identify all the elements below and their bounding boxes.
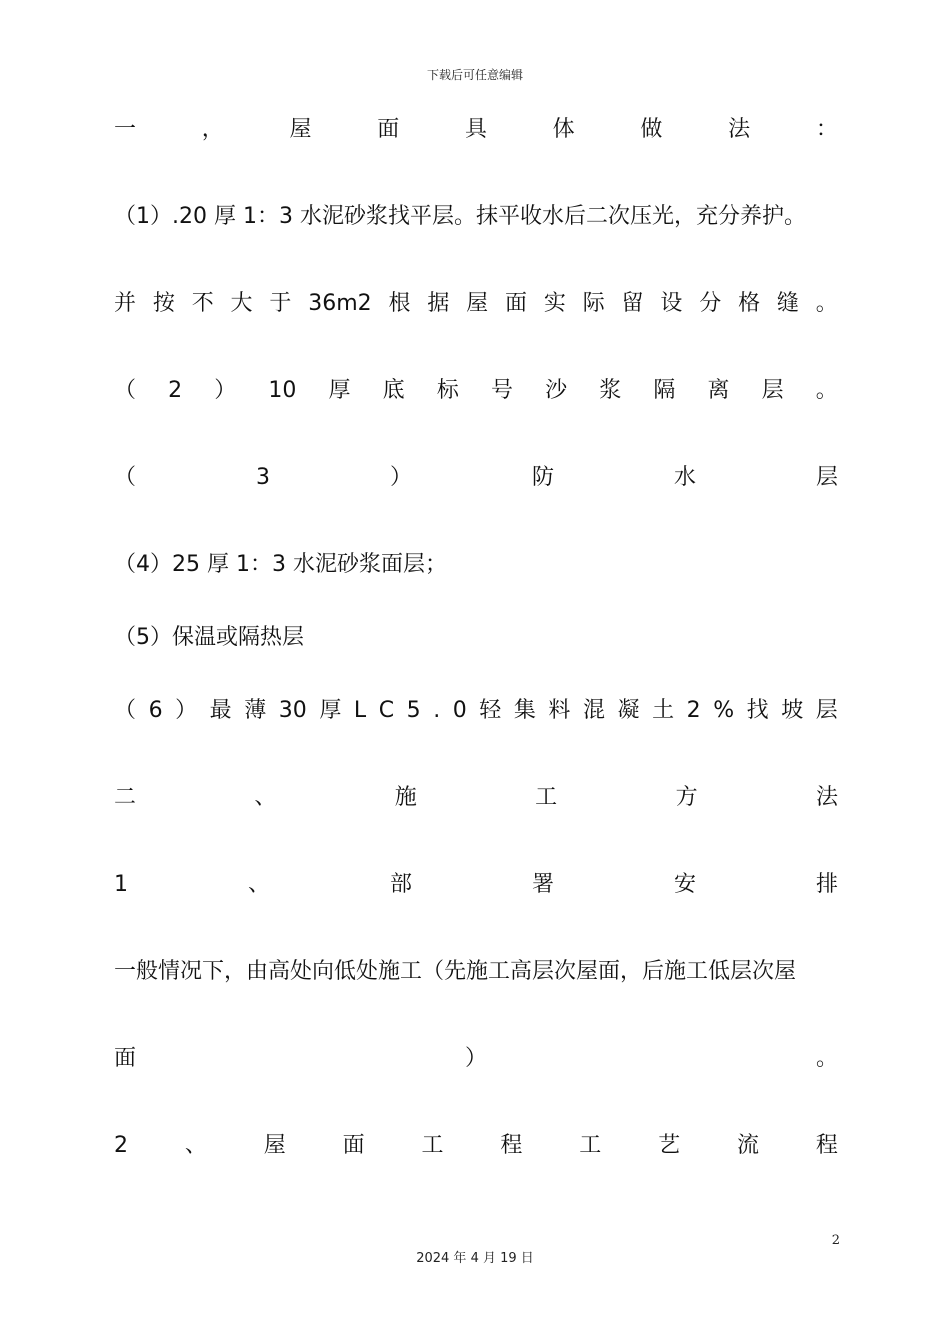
- text-token: 工: [421, 1133, 444, 1158]
- text-token: 隔: [653, 378, 676, 403]
- text-token: 沙: [545, 378, 568, 403]
- text-token: 施: [394, 785, 417, 810]
- text-token: 做: [640, 117, 663, 142]
- text-token: 厚: [328, 378, 351, 403]
- paragraph-text: 一般情况下，由高处向低处施工（先施工高层次屋面，后施工低层次屋: [114, 959, 797, 984]
- sub-heading-process-flow: [114, 1132, 838, 1160]
- text-token: 程: [500, 1133, 523, 1158]
- text-token: 。: [815, 291, 838, 316]
- text-token: 根: [388, 291, 411, 316]
- text-token: 面: [342, 1133, 365, 1158]
- text-token: 面: [377, 117, 400, 142]
- text-token: 留: [621, 291, 644, 316]
- text-token: 据: [427, 291, 450, 316]
- text-token: 厚: [319, 698, 342, 723]
- text-token: 方: [675, 785, 698, 810]
- text-token: 防: [531, 465, 554, 490]
- text-token: 工: [535, 785, 558, 810]
- text-token: 凝: [617, 698, 640, 723]
- text-token: 设: [660, 291, 683, 316]
- text-token: 30: [278, 698, 307, 723]
- text-token: 工: [579, 1133, 602, 1158]
- item-6-line: [114, 697, 838, 725]
- heading-roof-method: [114, 116, 838, 144]
- text-token: 水: [673, 465, 696, 490]
- text-token: .: [433, 698, 441, 723]
- text-token: 不: [191, 291, 214, 316]
- text-token: （: [114, 378, 137, 403]
- text-token: 体: [552, 117, 575, 142]
- text-token: 一: [114, 117, 137, 142]
- item-4-text: （4）25 厚 1：3 水泥砂浆面层；: [114, 552, 447, 577]
- text-token: 2: [114, 1133, 128, 1158]
- text-token: ）: [175, 698, 198, 723]
- item-3-line: [114, 464, 838, 492]
- text-token: 面: [114, 1046, 137, 1071]
- text-token: 0: [452, 698, 467, 723]
- text-token: 程: [815, 1133, 838, 1158]
- text-token: 、: [247, 872, 270, 897]
- paragraph-line: [114, 958, 838, 986]
- text-token: 法: [815, 785, 838, 810]
- text-token: 屋: [289, 117, 312, 142]
- text-token: C: [378, 698, 395, 723]
- text-token: 、: [184, 1133, 207, 1158]
- text-token: 格: [738, 291, 761, 316]
- text-token: 底: [382, 378, 405, 403]
- text-token: ：: [815, 117, 838, 142]
- text-token: %: [713, 698, 735, 723]
- text-token: 标: [436, 378, 459, 403]
- text-token: 署: [531, 872, 554, 897]
- text-token: 具: [464, 117, 487, 142]
- text-token: 找: [746, 698, 769, 723]
- item-4-line: [114, 551, 838, 579]
- text-token: 于: [269, 291, 292, 316]
- text-token: 6: [148, 698, 163, 723]
- text-token: 。: [815, 378, 838, 403]
- text-token: ）: [389, 465, 412, 490]
- item-1-text: （1）.20 厚 1：3 水泥砂浆找平层。抹平收水后二次压光，充分养护。: [114, 204, 806, 229]
- text-token: 屋: [263, 1133, 286, 1158]
- text-token: 艺: [658, 1133, 681, 1158]
- text-token: 2: [168, 378, 183, 403]
- text-token: 轻: [479, 698, 502, 723]
- text-token: 部: [389, 872, 412, 897]
- paragraph-continuation: [114, 1045, 838, 1073]
- text-token: L: [353, 698, 367, 723]
- text-token: 流: [736, 1133, 759, 1158]
- text-token: 离: [707, 378, 730, 403]
- text-token: 10: [268, 378, 297, 403]
- text-token: 层: [761, 378, 784, 403]
- text-token: 际: [582, 291, 605, 316]
- text-token: 5: [406, 698, 421, 723]
- text-token: 3: [256, 465, 270, 490]
- text-token: 料: [548, 698, 571, 723]
- text-token: 二: [114, 785, 137, 810]
- text-token: 、: [254, 785, 277, 810]
- text-token: 土: [652, 698, 675, 723]
- text-token: 最: [209, 698, 232, 723]
- text-token: 大: [230, 291, 253, 316]
- page-footer-date: 2024 年 4 月 19 日: [416, 1251, 534, 1266]
- text-token: 分: [699, 291, 722, 316]
- item-5-text: （5）保温或隔热层: [114, 625, 304, 650]
- item-1-continuation: [114, 290, 838, 318]
- text-token: 1: [114, 872, 128, 897]
- text-token: 层: [815, 465, 838, 490]
- item-5-line: [114, 624, 838, 652]
- text-token: （: [114, 465, 137, 490]
- text-token: 号: [490, 378, 513, 403]
- text-token: 法: [728, 117, 751, 142]
- text-token: 2: [686, 698, 701, 723]
- sub-heading-deployment: [114, 871, 838, 899]
- text-token: 薄: [244, 698, 267, 723]
- text-token: 。: [815, 1046, 838, 1071]
- text-token: 屋: [466, 291, 489, 316]
- text-token: ）: [464, 1046, 487, 1071]
- text-token: 混: [582, 698, 605, 723]
- page-header: 下载后可任意编辑: [426, 68, 523, 82]
- text-token: （: [114, 698, 137, 723]
- text-token: 36m2: [308, 291, 372, 316]
- text-token: 面: [505, 291, 528, 316]
- text-token: 集: [513, 698, 536, 723]
- text-token: 按: [152, 291, 175, 316]
- text-token: 实: [543, 291, 566, 316]
- text-token: 缝: [776, 291, 799, 316]
- text-token: ，: [201, 117, 224, 142]
- item-2-line: [114, 377, 838, 405]
- text-token: 并: [114, 291, 137, 316]
- heading-construction-method: [114, 784, 838, 812]
- item-1-line: [114, 203, 838, 231]
- text-token: 排: [815, 872, 838, 897]
- text-token: 安: [673, 872, 696, 897]
- page-number: 2: [831, 1233, 840, 1248]
- text-token: 浆: [599, 378, 622, 403]
- text-token: ）: [214, 378, 237, 403]
- text-token: 坡: [781, 698, 804, 723]
- text-token: 层: [815, 698, 838, 723]
